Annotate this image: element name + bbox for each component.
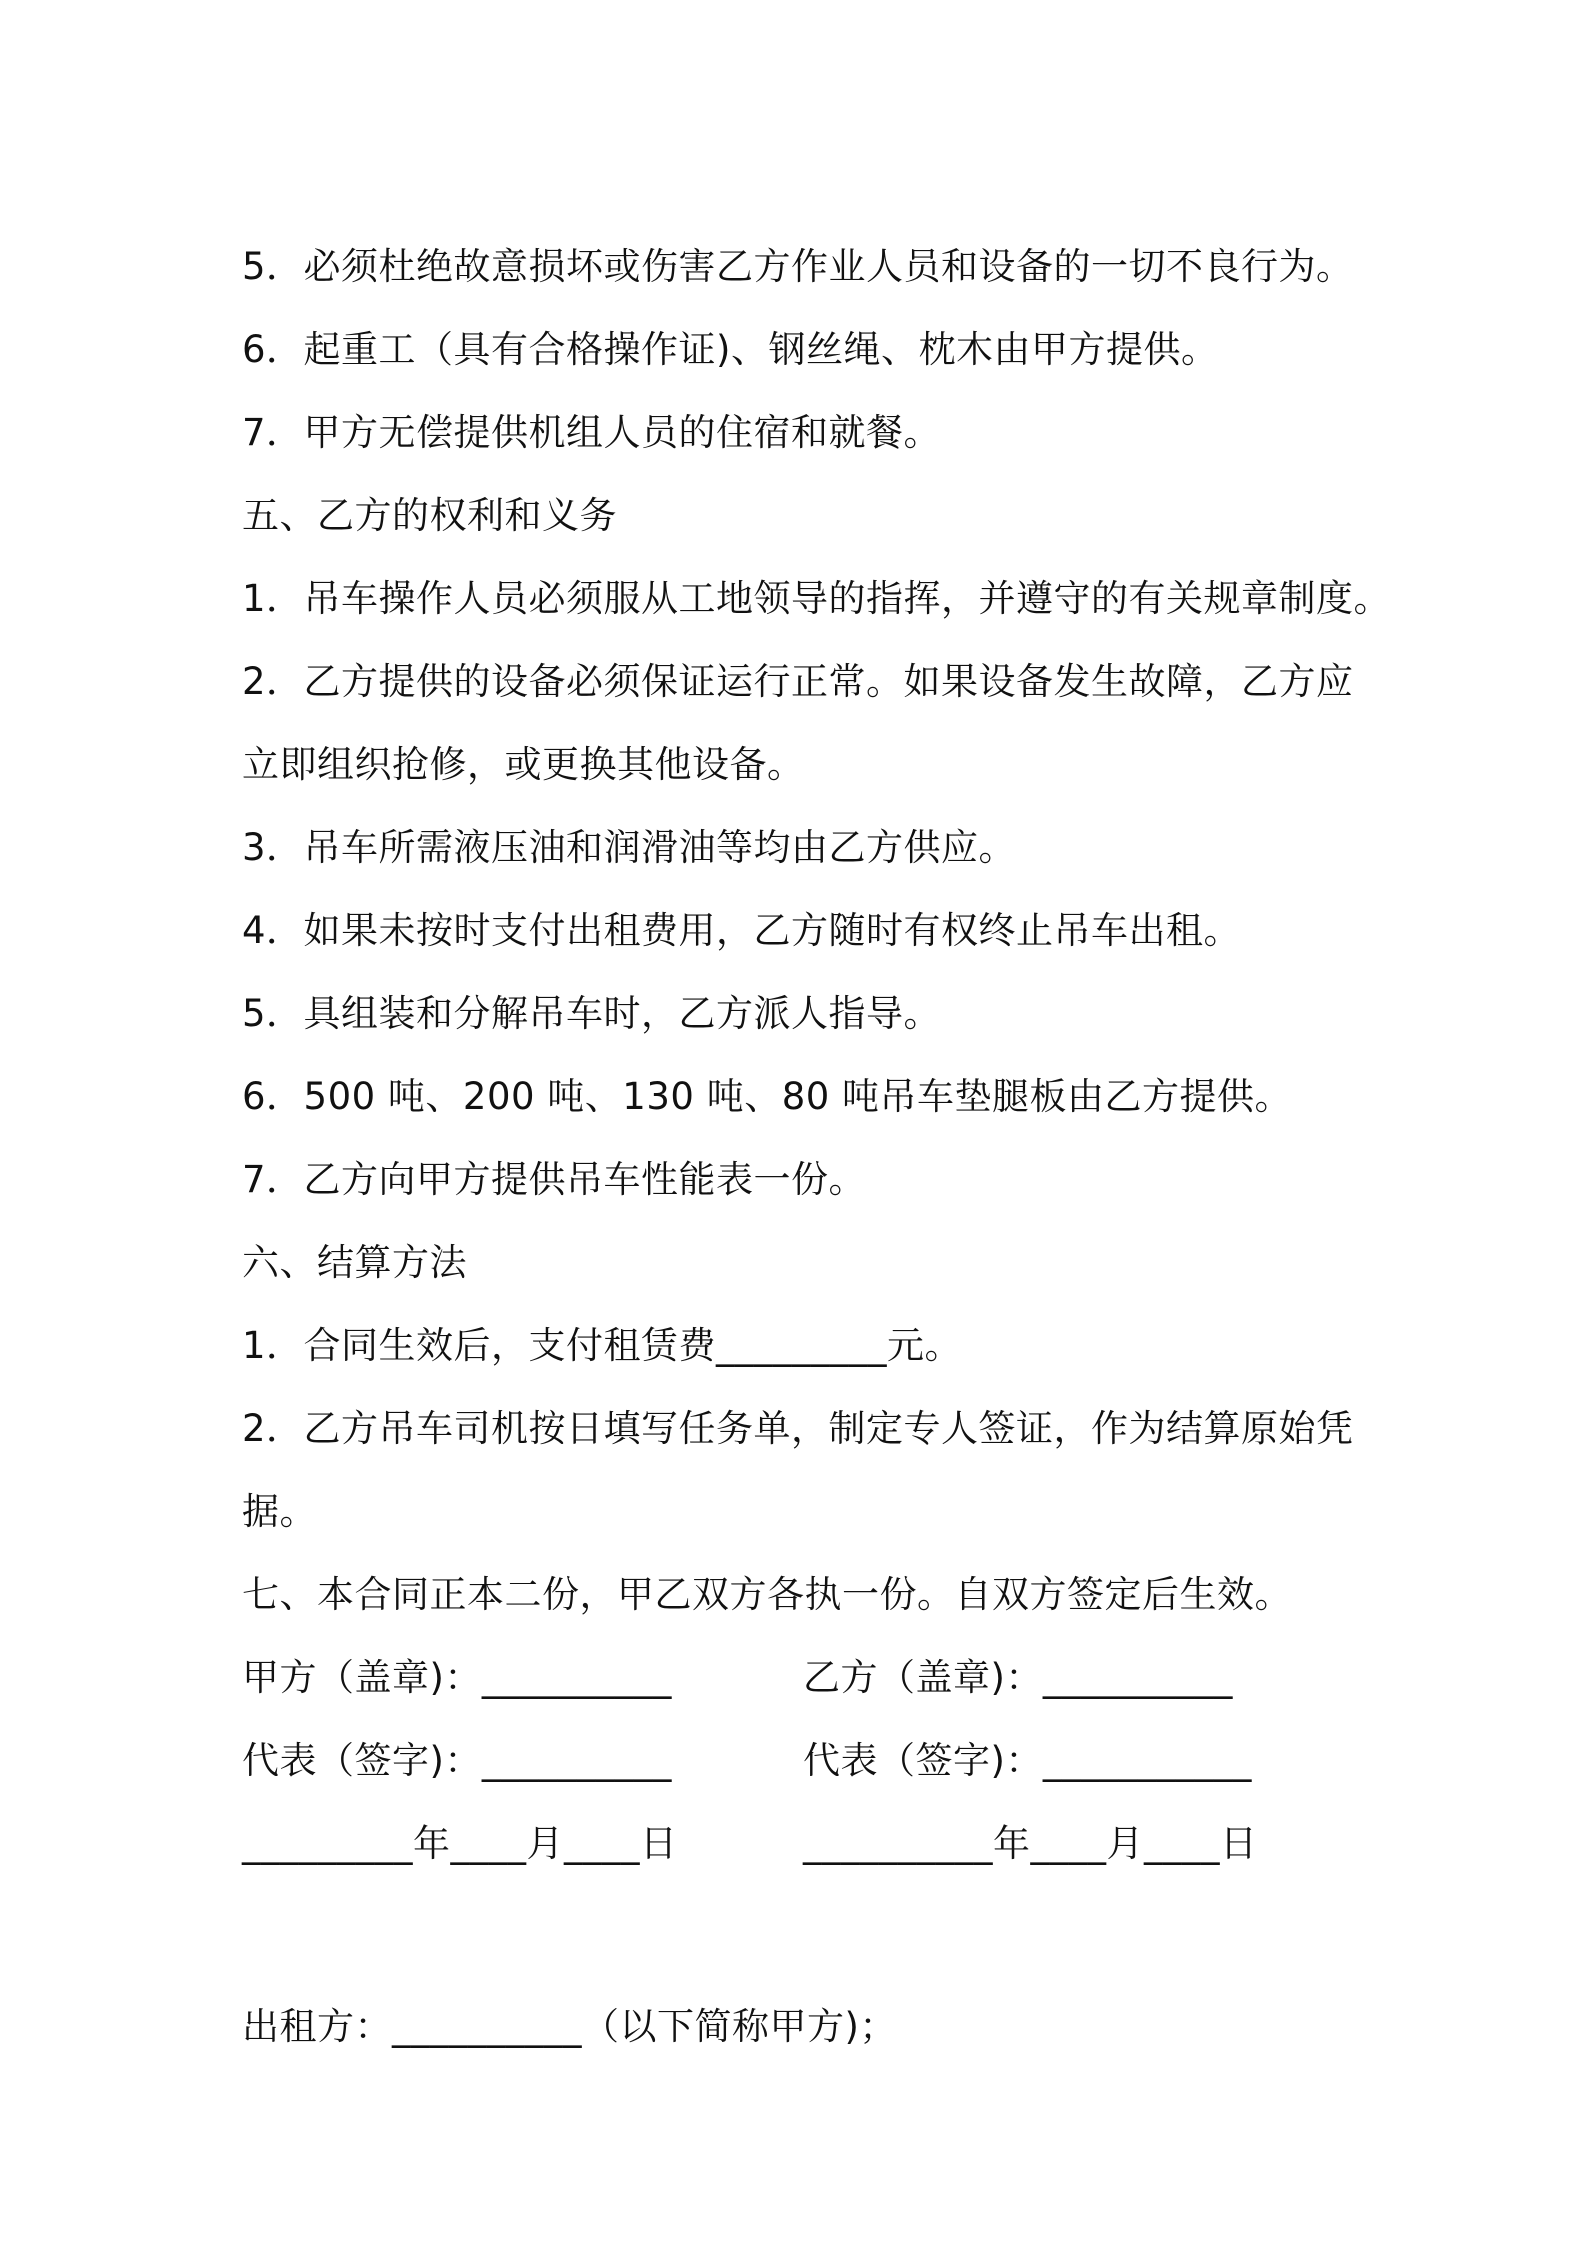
clause-a-7: 7．甲方无偿提供机组人员的住宿和就餐。 <box>242 411 942 454</box>
party-a-seal: 甲方（盖章)：__________ <box>242 1656 672 1699</box>
clause-b-5: 5．具组装和分解吊车时，乙方派人指导。 <box>242 992 942 1035</box>
clause-b-4: 4．如果未按时支付出租费用，乙方随时有权终止吊车出租。 <box>242 909 1242 952</box>
party-a-date: _________年____月____日 <box>242 1822 678 1865</box>
lessor-line: 出租方：__________（以下简称甲方)； <box>242 2005 897 2048</box>
clause-a-5: 5．必须杜绝故意损坏或伤害乙方作业人员和设备的一切不良行为。 <box>242 245 1354 288</box>
clause-b-3: 3．吊车所需液压油和润滑油等均由乙方供应。 <box>242 826 1017 869</box>
section-heading-6: 六、结算方法 <box>242 1241 467 1284</box>
party-b-representative: 代表（签字)：___________ <box>803 1739 1252 1782</box>
clause-b-2: 2．乙方提供的设备必须保证运行正常。如果设备发生故障，乙方应 <box>242 660 1354 703</box>
section-heading-7: 七、本合同正本二份，甲乙双方各执一份。自双方签定后生效。 <box>242 1573 1292 1616</box>
section-heading-5: 五、乙方的权利和义务 <box>242 494 617 537</box>
clause-b-2-cont: 立即组织抢修，或更换其他设备。 <box>242 743 805 786</box>
party-a-representative: 代表（签字)：__________ <box>242 1739 672 1782</box>
clause-c-2-cont: 据。 <box>242 1490 317 1533</box>
party-b-seal: 乙方（盖章)：__________ <box>803 1656 1233 1699</box>
party-b-date: __________年____月____日 <box>803 1822 1258 1865</box>
clause-c-2: 2．乙方吊车司机按日填写任务单，制定专人签证，作为结算原始凭 <box>242 1407 1354 1450</box>
clause-b-1: 1．吊车操作人员必须服从工地领导的指挥，并遵守的有关规章制度。 <box>242 577 1392 620</box>
clause-b-6: 6．500 吨、200 吨、130 吨、80 吨吊车垫腿板由乙方提供。 <box>242 1075 1293 1118</box>
clause-a-6: 6．起重工（具有合格操作证)、钢丝绳、枕木由甲方提供。 <box>242 328 1219 371</box>
clause-c-1: 1．合同生效后，支付租赁费_________元。 <box>242 1324 963 1367</box>
clause-b-7: 7．乙方向甲方提供吊车性能表一份。 <box>242 1158 867 1201</box>
